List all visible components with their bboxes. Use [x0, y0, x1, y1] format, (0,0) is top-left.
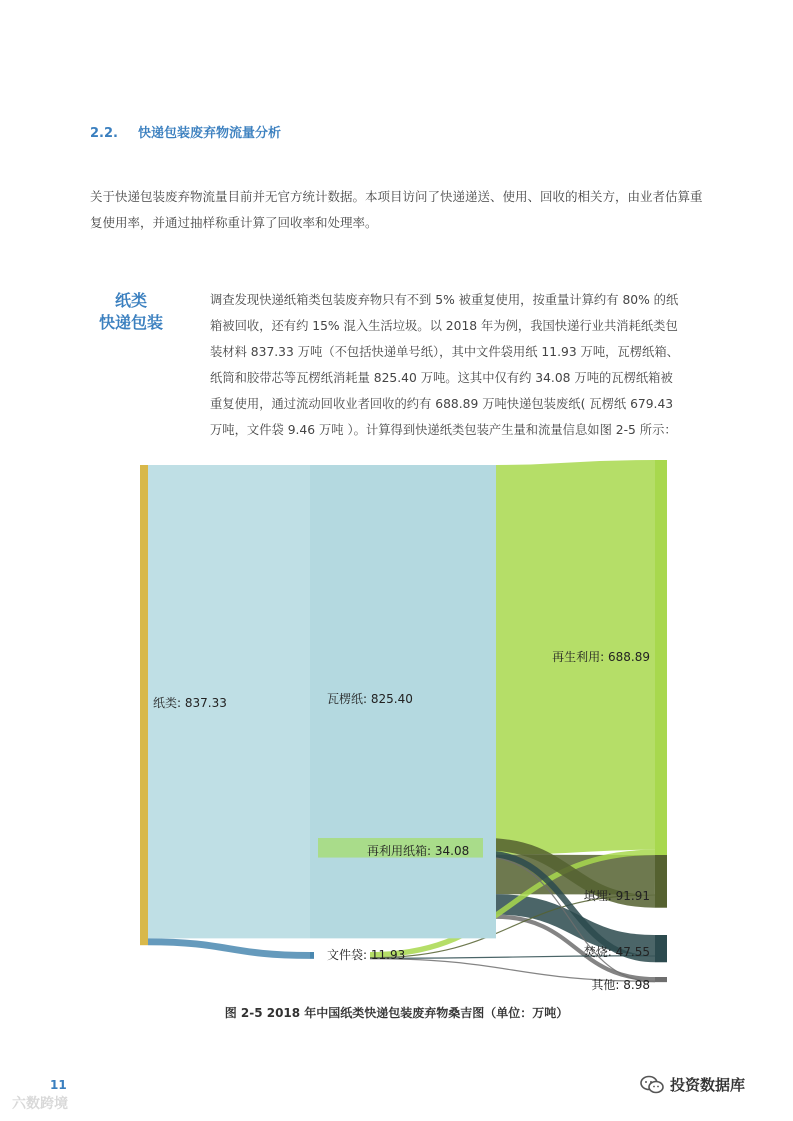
page-number: 11	[50, 1078, 67, 1092]
sankey-label-other: 其他: 8.98	[591, 978, 650, 992]
watermark-left: 六数跨境	[12, 1096, 68, 1112]
sankey-node-envelope	[310, 952, 314, 959]
sankey-label-landfill: 填埋: 91.91	[583, 889, 650, 903]
sankey-label-incinerate: 焚烧: 47.55	[583, 945, 650, 959]
side-label-line2: 快递包装	[98, 313, 163, 332]
sankey-label-reuse_box: 再利用纸箱: 34.08	[367, 844, 470, 858]
sankey-link-paper-to-envelope	[148, 942, 310, 956]
wechat-icon	[640, 1075, 664, 1095]
sankey-label-paper: 纸类: 837.33	[153, 696, 227, 710]
figure-caption: 图 2-5 2018 年中国纸类快递包装废弃物桑吉图（单位：万吨）	[224, 1006, 569, 1020]
section-title: 快递包装废弃物流量分析	[138, 126, 282, 141]
side-label-line1: 纸类	[114, 291, 147, 310]
section-number: 2.2.	[90, 126, 118, 141]
sankey-node-other	[655, 977, 667, 982]
watermark-right-text: 投资数据库	[670, 1076, 746, 1094]
sankey-node-landfill	[655, 855, 667, 908]
sankey-node-paper	[140, 465, 148, 945]
sankey-svg	[130, 455, 675, 1000]
watermark-right	[640, 1074, 745, 1095]
intro-paragraph: 关于快递包装废弃物流量目前并无官方统计数据。本项目访问了快递递送、使用、回收的相关方，由业者估算重复使用率，并通过抽样称重计算了回收率和处理率。	[90, 189, 703, 230]
side-label	[86, 290, 176, 334]
sankey-label-corrugated: 瓦楞纸: 825.40	[327, 692, 413, 706]
sankey-chart	[130, 455, 675, 1000]
section-heading	[90, 122, 281, 141]
body-paragraph: 调查发现快递纸箱类包装废弃物只有不到 5% 被重复使用，按重量计算约有 80% 的纸箱被回收，还有约 15% 混入生活垃圾。以 2018 年为例，我国快递行业共消耗纸类包装材料 837.33 万吨（不包括快递单号纸），其中文件袋用纸 11.93 万吨，瓦楞纸箱、纸筒和胶带芯等瓦楞纸消耗量 825.40 万吨。这其中仅有约 34.08 万吨的瓦楞纸箱被重复使用，通过流动回收业者回收的约有 688.89 万吨快递包装废纸( 瓦楞纸 679.43 万吨，文件袋 9.46 万吨 ）。计算得到快递纸类包装产生量和流量信息如图 2-5 所示：	[210, 293, 679, 437]
sankey-node-recycle	[655, 460, 667, 855]
sankey-label-envelope: 文件袋: 11.93	[327, 948, 406, 962]
sankey-node-incinerate	[655, 935, 667, 962]
sankey-label-recycle: 再生利用: 688.89	[552, 650, 650, 664]
